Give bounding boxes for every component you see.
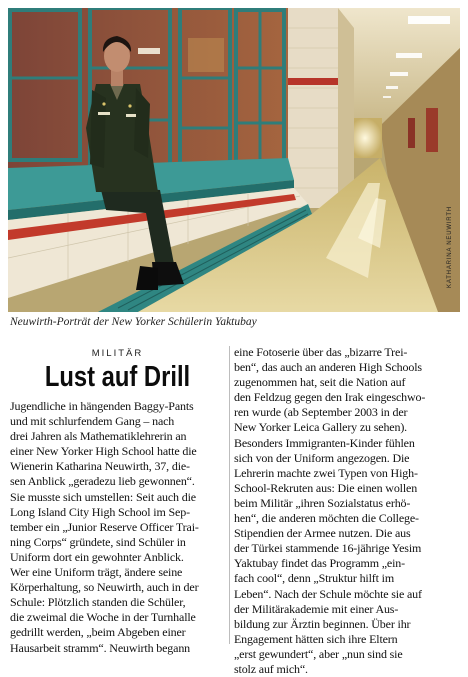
body-text-line: ning Corps“ gründete, sind Schüler in (10, 534, 186, 549)
body-text-line: Körperhaltung, so Neuwirth, auch in der (10, 580, 199, 595)
body-text-line: einer New Yorker High School hatte die (10, 444, 197, 459)
body-text-line: Wer eine Uniform trägt, ändere seine (10, 565, 183, 580)
body-text-line: zugenommen hat, seit die Nation auf (234, 375, 406, 390)
body-text-line: School-Rekruten aus: Die einen wollen (234, 480, 418, 495)
body-text-line: sen Anblick „geradezu lieb gewonnen“. (10, 474, 195, 489)
body-text-line: Schule: Plötzlich standen die Schüler, (10, 595, 186, 610)
body-text-line: den Feldzug gegen den Irak eingeschwo- (234, 390, 426, 405)
article-kicker: MILITÄR (91, 348, 144, 359)
body-text-line: „erst gewundert“, aber „nun sind sie (234, 646, 403, 661)
body-text-line: New Yorker Leica Gallery zu sehen). (234, 420, 408, 435)
article-right-column (234, 345, 460, 677)
body-text-line: Engagement hätten sich ihre Eltern (234, 631, 398, 646)
article-body-left (10, 399, 225, 656)
body-text-line: Besonders Immigranten-Kinder fühlen (234, 435, 415, 450)
article-body-right (234, 345, 460, 677)
body-text-line: hen“, die anderen möchten die College- (234, 511, 419, 526)
body-text-line: ben“, das auch an anderen High Schools (234, 360, 422, 375)
photo-caption: Neuwirth-Porträt der New Yorker Schülerin Yaktubay (10, 316, 257, 328)
body-text-line: tember ein „Junior Reserve Officer Trai- (10, 519, 199, 534)
body-text-line: und mit schlurfendem Gang – nach (10, 414, 175, 429)
body-text-line: die zweimal die Woche in der Turnhalle (10, 610, 196, 625)
article-headline: Lust auf Drill (44, 361, 191, 393)
body-text-line: Leben“. Nach der Schule möchte sie auf (234, 586, 422, 601)
body-text-line: drei Jahren als Mathematiklehrerin an (10, 429, 187, 444)
body-text-line: bildung zur Ärztin beginnen. Über ihr (234, 616, 411, 631)
body-text-line: sich von der Uniform angezogen. Die (234, 450, 410, 465)
body-text-line: der Militärakademie mit einer Aus- (234, 601, 399, 616)
article-left-column (10, 348, 225, 656)
photo-credit: KATHARINA NEUWIRTH (447, 206, 453, 288)
body-text-line: Uniform dort ein gewohnter Anblick. (10, 549, 184, 564)
body-text-line: Stipendien der Armee nutzen. Die aus (234, 526, 411, 541)
body-text-line: Hausarbeit stramm“. Neuwirth begann (10, 640, 191, 655)
body-text-line: ren wurde (ab September 2003 in der (234, 405, 408, 420)
body-text-line: gedrillt werden, „beim Abgeben einer (10, 625, 186, 640)
body-text-line: Sie musste sich umstellen: Seit auch die (10, 489, 196, 504)
body-text-line: stolz auf mich“. (234, 661, 308, 676)
body-text-line: Yaktubay findet das Programm „ein- (234, 556, 405, 571)
body-text-line: Jugendliche in hängenden Baggy-Pants (10, 399, 194, 413)
body-text-line: der Türkei stammende 16-jährige Yesim (234, 541, 422, 556)
body-text-line: beim Militär „ihren Sozialstatus erhö- (234, 495, 411, 510)
body-text-line: Wienerin Katharina Neuwirth, 37, die- (10, 459, 190, 474)
article-photo (8, 8, 460, 312)
body-text-line: fach cool“, denn „Struktur hilft im (234, 571, 395, 586)
body-text-line: Lehrerin machte zwei Typen von High- (234, 465, 418, 480)
body-text-line: eine Fotoserie über das „bizarre Trei- (234, 345, 408, 359)
body-text-line: Long Island City High School im Sep- (10, 504, 190, 519)
column-divider (229, 346, 230, 644)
